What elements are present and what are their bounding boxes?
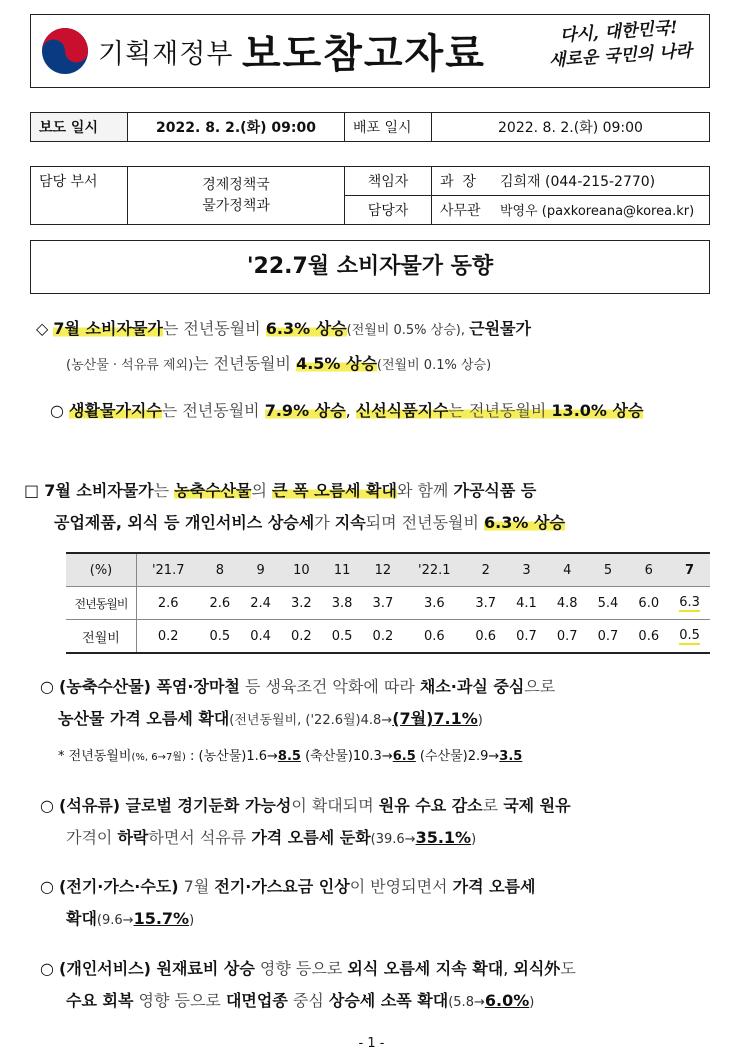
table-cell: 5.4: [588, 587, 629, 620]
bullet-text: 가격 오름세: [452, 877, 536, 896]
living-index-label: 생활물가지수: [69, 401, 162, 420]
agri-note: [58, 740, 522, 775]
fresh-food-label: 신선식품지수: [355, 401, 449, 420]
bullet-text: (5.8→: [448, 995, 485, 1010]
table-cell: 0.5: [199, 620, 240, 654]
bullet-text: (7월)7.1%: [392, 709, 478, 728]
table-header-cell: 4: [547, 553, 588, 587]
table-cell: 2.6: [137, 587, 200, 620]
table-cell: 0.2: [363, 620, 404, 654]
bullet-text: 도: [560, 959, 576, 978]
main-text: 6.3% 상승: [484, 513, 565, 532]
bullet-text: 상승세 소폭 확대: [328, 991, 449, 1010]
table-cell: 0.6: [465, 620, 506, 654]
bullet-text: (농축수산물) 폭염·장마철: [59, 677, 240, 696]
table-header-cell: '22.1: [403, 553, 465, 587]
bullet-utility-line-2: [66, 902, 194, 938]
main-text: 7월 소비자물가: [44, 481, 154, 500]
table-cell-highlight: [669, 587, 710, 620]
bullet-utility-line-1: [40, 870, 535, 904]
main-text: 는: [153, 481, 175, 500]
bullet-text: 가격이: [66, 828, 118, 847]
table-header-cell: 9: [240, 553, 281, 587]
main-text: 와 함께: [396, 481, 454, 500]
release-value: 2022. 8. 2.(화) 09:00: [128, 113, 345, 142]
slogan: [547, 15, 693, 73]
table-header-cell: 12: [363, 553, 404, 587]
main-text: 공업제품, 외식 등 개인서비스 상승세: [54, 513, 315, 532]
row-label: 전월비: [66, 620, 137, 654]
bullet-agri-line-1: [40, 670, 555, 704]
note-text: (%, 6→7월): [131, 752, 186, 763]
circle-bullet: ○: [40, 959, 60, 978]
responsible-label: 책임자: [345, 167, 432, 196]
bullet-text: 7월: [178, 877, 215, 896]
document-type: 보도참고자료: [242, 31, 486, 77]
bullet-text: 확대: [66, 909, 97, 928]
table-cell: 4.1: [506, 587, 547, 620]
table-cell: 0.7: [506, 620, 547, 654]
bullet-text: 영향 등으로: [254, 959, 348, 978]
summary-note: (전월비 0.5% 상승),: [346, 323, 470, 338]
table-cell: 3.2: [281, 587, 322, 620]
living-index-rise: 7.9% 상승: [264, 401, 346, 420]
table-cell: 3.8: [322, 587, 363, 620]
slogan-line-2: 새로운 국민의 나라: [548, 40, 693, 71]
table-header-cell: 8: [199, 553, 240, 587]
main-text: 가공식품 등: [453, 481, 537, 500]
bullet-text: 로: [482, 796, 504, 815]
bullet-text: (9.6→: [96, 913, 134, 928]
summary-text: 는 전년동월비: [193, 354, 297, 373]
highlighted-value: 6.3: [679, 594, 700, 610]
table-cell: 0.5: [322, 620, 363, 654]
table-row: [66, 587, 710, 620]
staff-title: 사무관: [440, 203, 481, 219]
distribute-label: 배포 일시: [345, 113, 432, 142]
table-header-cell: 10: [281, 553, 322, 587]
circle-bullet: ○: [50, 401, 70, 420]
bullet-text: 외식外: [513, 959, 561, 978]
circle-bullet: ○: [40, 877, 60, 896]
main-text: 지속: [334, 513, 366, 532]
summary-line-1: [36, 312, 531, 348]
table-cell: 0.7: [588, 620, 629, 654]
bullet-text: 6.0%: [484, 991, 530, 1010]
table-header-cell: 11: [322, 553, 363, 587]
table-cell: 0.6: [628, 620, 669, 654]
government-logo-icon: [40, 26, 90, 76]
bullet-text: ,: [503, 959, 514, 978]
bullet-text: ): [471, 832, 477, 847]
bullet-service-line-2: [66, 984, 534, 1020]
report-title: '22.7월 소비자물가 동향: [30, 240, 710, 294]
highlighted-value: 0.5: [679, 627, 700, 643]
core-cpi-label: 근원물가: [469, 319, 531, 338]
dept-label: 담당 부서: [31, 167, 128, 225]
bullet-text: (개인서비스) 원재료비 상승: [59, 959, 255, 978]
cpi-rise: 6.3% 상승: [265, 319, 347, 338]
responsible-contact: 김희재 (044-215-2770): [500, 174, 656, 190]
table-header-cell: 6: [628, 553, 669, 587]
bullet-text: ): [477, 713, 483, 728]
summary-note: (전월비 0.1% 상승): [376, 358, 492, 373]
square-bullet: □: [24, 481, 45, 500]
table-header-cell: 5: [588, 553, 629, 587]
bullet-text: 영향 등으로: [133, 991, 226, 1010]
fresh-food-rise: 13.0% 상승: [551, 401, 644, 420]
bullet-text: 수요 회복: [66, 991, 134, 1010]
release-label: 보도 일시: [31, 113, 128, 142]
separator: ,: [345, 401, 356, 420]
table-cell: 3.7: [465, 587, 506, 620]
bullet-text: 외식 오름세 지속 확대: [347, 959, 504, 978]
staff-value: [432, 196, 710, 225]
circle-bullet: ○: [40, 796, 60, 815]
bullet-text: 채소·과실 중심: [419, 677, 525, 696]
bullet-text: (전년동월비, ('22.6월)4.8→: [229, 713, 393, 728]
bullet-text: 중심: [287, 991, 329, 1010]
main-text: 되며 전년동월비: [365, 513, 485, 532]
slogan-line-1: 다시, 대한민국!: [559, 17, 679, 47]
note-text: * 전년동월비: [58, 749, 132, 764]
cpi-label: 7월 소비자물가: [53, 319, 163, 338]
staff-contact: 박영우 (paxkoreana@korea.kr): [500, 204, 695, 219]
table-header-cell: '21.7: [137, 553, 200, 587]
bullet-text: (석유류) 글로벌 경기둔화 가능성: [59, 796, 292, 815]
main-text: 농축수산물: [174, 481, 252, 500]
bullet-text: 하락: [117, 828, 149, 847]
table-cell: 3.7: [363, 587, 404, 620]
bullet-text: 이 확대되며: [291, 796, 379, 815]
bullet-text: ): [189, 913, 195, 928]
bullet-text: 15.7%: [133, 909, 190, 928]
contact-info-table: [30, 166, 710, 225]
bullet-text: 으로: [524, 677, 556, 696]
table-cell: 0.2: [137, 620, 200, 654]
note-text: (수산물)2.9→: [415, 749, 500, 764]
table-cell: 3.6: [403, 587, 465, 620]
responsible-title: 과 장: [440, 174, 476, 190]
table-cell: 4.8: [547, 587, 588, 620]
bullet-text: 등 생육조건 악화에 따라: [239, 677, 420, 696]
summary-line-3: [50, 394, 643, 428]
responsible-value: [432, 167, 710, 196]
table-header-cell: 2: [465, 553, 506, 587]
table-cell: 0.7: [547, 620, 588, 654]
bullet-oil-line-1: [40, 789, 571, 823]
main-line-1: [24, 474, 536, 508]
table-cell: 0.4: [240, 620, 281, 654]
main-line-2: [54, 506, 565, 540]
table-cell: 2.6: [199, 587, 240, 620]
dept-line-1: 경제정책국: [202, 176, 270, 193]
table-header-cell: 7: [669, 553, 710, 587]
main-text: 가: [314, 513, 335, 532]
bullet-text: (39.6→: [370, 832, 416, 847]
bullet-text: 하면서 석유류: [148, 828, 252, 847]
dept-line-2: 물가정책과: [202, 197, 270, 214]
note-text: : (농산물)1.6→: [185, 749, 278, 764]
circle-bullet: ○: [40, 677, 60, 696]
table-cell: 0.2: [281, 620, 322, 654]
cpi-table: [66, 552, 710, 654]
table-header-cell: (%): [66, 553, 137, 587]
bullet-text: ): [529, 995, 535, 1010]
bullet-text: 농산물 가격 오름세 확대: [58, 709, 230, 728]
bullet-oil-line-2: [66, 821, 476, 857]
core-cpi-rise: 4.5% 상승: [296, 354, 377, 373]
page-number: - 1 -: [358, 1036, 385, 1051]
table-cell: 6.0: [628, 587, 669, 620]
summary-text: 는 전년동월비: [448, 401, 552, 420]
note-value: 8.5: [277, 749, 301, 764]
bullet-text: 이 반영되면서: [349, 877, 453, 896]
bullet-agri-line-2: [58, 702, 483, 738]
table-row: [66, 620, 710, 654]
note-value: 3.5: [499, 749, 523, 764]
ministry-name: 기획재정부: [98, 39, 234, 70]
note-text: (축산물)10.3→: [300, 749, 393, 764]
diamond-bullet: ◇: [36, 319, 54, 338]
bullet-text: 원유 수요 감소: [378, 796, 483, 815]
table-cell-highlight: [669, 620, 710, 654]
summary-text: 는 전년동월비: [161, 401, 265, 420]
distribute-value: 2022. 8. 2.(화) 09:00: [432, 113, 710, 142]
bullet-text: 국제 원유: [503, 796, 571, 815]
summary-line-2: [66, 347, 491, 383]
main-text: 의: [251, 481, 273, 500]
row-label: 전년동월비: [66, 587, 137, 620]
table-cell: 0.6: [403, 620, 465, 654]
main-text: 큰 폭 오름세 확대: [272, 481, 397, 500]
bullet-text: (전기·가스·수도): [59, 877, 179, 896]
bullet-text: 대면업종: [225, 991, 288, 1010]
release-info-table: [30, 112, 710, 142]
staff-label: 담당자: [345, 196, 432, 225]
summary-text: 는 전년동월비: [162, 319, 266, 338]
table-header-row: [66, 553, 710, 587]
bullet-service-line-1: [40, 952, 576, 986]
table-header-cell: 3: [506, 553, 547, 587]
bullet-text: 가격 오름세 둔화: [251, 828, 371, 847]
note-value: 6.5: [392, 749, 416, 764]
dept-value: [128, 167, 345, 225]
bullet-text: 35.1%: [415, 828, 472, 847]
bullet-text: 전기·가스요금 인상: [214, 877, 350, 896]
table-cell: 2.4: [240, 587, 281, 620]
summary-note: (농산물 · 석유류 제외): [66, 358, 194, 373]
